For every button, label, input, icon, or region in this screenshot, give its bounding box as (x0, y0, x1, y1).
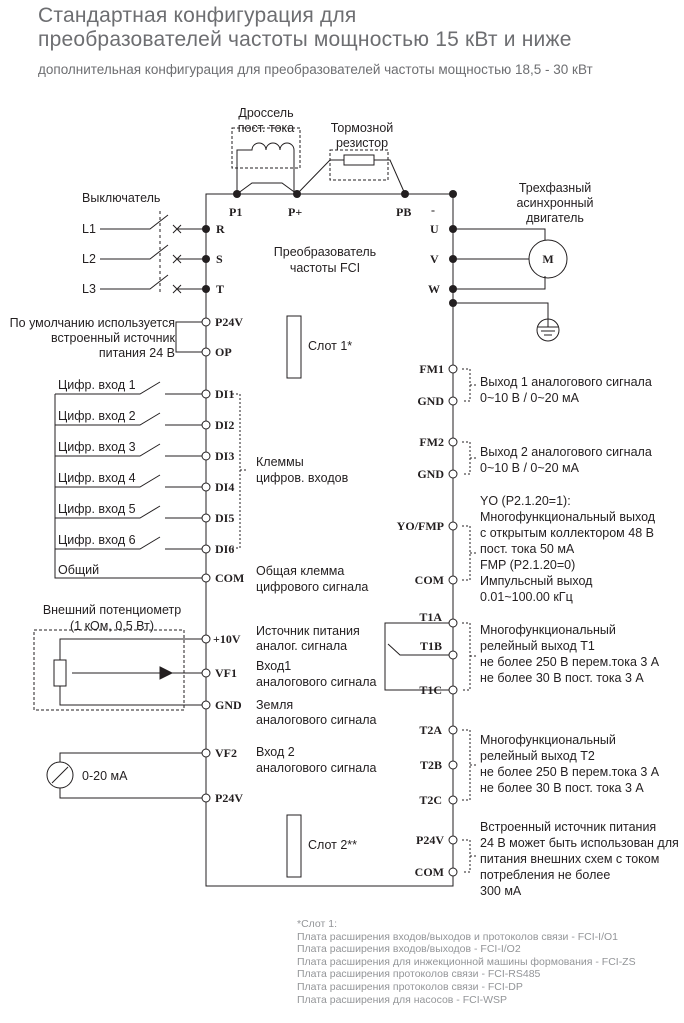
slot2-box (287, 815, 301, 877)
di-group-label-2: цифров. входов (256, 471, 349, 485)
yo-desc-4: пост. тока 50 мА (480, 542, 575, 556)
r2-desc-3: не более 250 В перем.тока 3 А (480, 765, 660, 779)
motor-wires (453, 229, 548, 322)
meter-label: 0-20 мА (82, 769, 128, 783)
terminal-di1: DI1 (215, 387, 235, 401)
terminal-yofmp: YO/FMP (396, 519, 444, 533)
slot2-label: Слот 2** (308, 838, 358, 852)
yo-desc-1: YO (P2.1.20=1): (480, 494, 571, 508)
terminal-com: COM (215, 571, 245, 585)
p24-desc-1: Встроенный источник питания (480, 820, 657, 834)
line-l3-label: L3 (82, 282, 96, 296)
footnote-item: Плата расширения протоколов связи - FCI-RS485 (297, 968, 541, 981)
terminal-r: R (216, 222, 225, 236)
gnd-desc-1: Земля (256, 698, 294, 712)
di5-label: Цифр. вход 5 (58, 502, 136, 516)
vf2-desc-1: Вход 2 (256, 745, 295, 759)
com-desc-2: цифрового сигнала (256, 580, 369, 594)
default-note-2: встроенный источник (51, 331, 175, 345)
yo-desc-5: FMP (P2.1.20=0) (480, 558, 576, 572)
di3-label: Цифр. вход 3 (58, 440, 136, 454)
p1-pplus-jumper (237, 183, 297, 194)
terminal-vf2: VF2 (215, 746, 237, 760)
terminal-p1: P1 (229, 205, 243, 219)
gnd-desc-2: аналогового сигнала (256, 713, 377, 727)
terminal-t2c: T2C (419, 793, 442, 807)
supply-desc-2: аналог. сигнала (256, 639, 348, 653)
footnote-item: Плата расширения для насосов - FCI-WSP (297, 993, 508, 1006)
terminal-di4: DI4 (215, 480, 235, 494)
diagram-title-line2: преобразователей частоты мощностью 15 кВт и ниже (38, 28, 572, 51)
terminal-plus10v: +10V (213, 632, 241, 646)
terminal-gnd: GND (215, 698, 242, 712)
yo-desc-7: 0.01~100.00 кГц (480, 590, 573, 604)
terminal-p24v: P24V (215, 315, 243, 329)
yo-brace (462, 526, 476, 580)
terminal-gnd1: GND (417, 394, 444, 408)
terminal-t2b: T2B (419, 758, 442, 772)
inverter-title-1: Преобразователь (273, 245, 377, 259)
diagram-subtitle: дополнительная конфигурация для преобразователей частоты мощностью 18,5 - 30 кВт (38, 62, 593, 77)
slot1-box (287, 316, 301, 378)
choke-label-2: пост. тока (237, 121, 295, 135)
ao2-desc-2: 0~10 В / 0~20 мА (480, 461, 579, 475)
inverter-box (206, 194, 453, 886)
brake-label-2: резистор (335, 136, 389, 150)
line-l2-label: L2 (82, 252, 96, 266)
terminal-com-r2: COM (414, 865, 444, 879)
r1-desc-2: релейный выход T1 (480, 639, 595, 653)
terminal-t1a: T1A (419, 610, 442, 624)
terminal-vf1: VF1 (215, 666, 237, 680)
terminal-t1b: T1B (419, 639, 442, 653)
ground-icon (538, 322, 558, 335)
line-l3 (100, 275, 206, 289)
di1-label: Цифр. вход 1 (58, 378, 136, 392)
r2-brace (462, 730, 476, 800)
terminal-pb: PB (396, 205, 412, 219)
ao-brace-2 (462, 442, 476, 474)
vf1-desc-1: Вход1 (256, 659, 292, 673)
motor-symbol: M (542, 252, 554, 266)
footnote-item: Плата расширения входов/выходов и протоколов связи - FCI-I/O1 (297, 930, 619, 943)
supply-desc-1: Источник питания (256, 624, 360, 638)
terminal-op: OP (215, 345, 232, 359)
terminal-com-r1: COM (414, 573, 444, 587)
terminal-di6: DI6 (215, 542, 235, 556)
terminal-pplus: P+ (288, 205, 303, 219)
terminal-v: V (430, 252, 439, 266)
p24-desc-2: 24 В может быть использован для (480, 836, 679, 850)
r2-desc-1: Многофункциональный (480, 733, 616, 747)
line-l1 (100, 215, 206, 229)
terminal-t1c: T1C (419, 683, 442, 697)
p24-desc-3: питания внешних схем с током (480, 852, 660, 866)
default-note-1: По умолчанию используется (9, 316, 175, 330)
brake-label-1: Тормозной (330, 121, 394, 135)
terminal-fm2: FM2 (419, 435, 444, 449)
motor-label-3: двигатель (526, 211, 584, 225)
r1-brace (462, 623, 476, 690)
p24-brace (462, 840, 476, 872)
terminal-di5: DI5 (215, 511, 235, 525)
line-l1-label: L1 (82, 222, 96, 236)
ao-brace-1 (462, 369, 476, 401)
footnote-title: *Слот 1: (297, 918, 338, 930)
terminal-w: W (428, 282, 440, 296)
p24-desc-5: 300 мА (480, 884, 522, 898)
pot-label-1: Внешний потенциометр (42, 603, 182, 617)
p24v-op-jumper (176, 322, 206, 352)
di2-label: Цифр. вход 2 (58, 409, 136, 423)
di4-label: Цифр. вход 4 (58, 471, 136, 485)
footnote-item: Плата расширения протоколов связи - FCI-DP (297, 980, 523, 993)
diagram-title-line1: Стандартная конфигурация для (38, 4, 357, 27)
ao2-desc-1: Выход 2 аналогового сигнала (480, 445, 652, 459)
terminal-p24v-b: P24V (215, 791, 243, 805)
slot1-label: Слот 1* (308, 339, 353, 353)
r2-desc-2: релейный выход T2 (480, 749, 595, 763)
relay-t1-contact (385, 623, 453, 690)
inverter-title-2: частоты FCI (289, 261, 361, 275)
terminal-t2a: T2A (419, 723, 442, 737)
com-desc-1: Общая клемма (256, 564, 345, 578)
motor-label-2: асинхронный (516, 196, 594, 210)
pot-label-2: (1 кОм, 0,5 Вт) (70, 619, 154, 633)
di-brace (232, 394, 248, 548)
ao1-desc-1: Выход 1 аналогового сигнала (480, 375, 652, 389)
r1-desc-4: не более 30 В пост. тока 3 А (480, 671, 644, 685)
default-note-3: питания 24 В (98, 346, 175, 360)
choke-label-1: Дроссель (238, 106, 294, 120)
ao1-desc-2: 0~10 В / 0~20 мА (480, 391, 579, 405)
line-l2 (100, 245, 206, 259)
di-group-label-1: Клеммы (256, 455, 304, 469)
footnote-item: Плата расширения для инжекционной машины формования - FCI-ZS (297, 955, 636, 968)
yo-desc-3: с открытым коллектором 48 В (480, 526, 654, 540)
r1-desc-3: не более 250 В перем.тока 3 А (480, 655, 660, 669)
motor-label-1: Трехфазный (518, 181, 592, 195)
terminal-di2: DI2 (215, 418, 235, 432)
terminal-t: T (216, 282, 225, 296)
yo-desc-2: Многофункциональный выход (480, 510, 656, 524)
terminal-u: U (430, 222, 439, 236)
di6-label: Цифр. вход 6 (58, 533, 136, 547)
terminal-fm1: FM1 (419, 362, 444, 376)
switch-label: Выключатель (82, 191, 161, 205)
terminal-minus: - (431, 203, 435, 217)
terminal-di3: DI3 (215, 449, 235, 463)
terminal-p24v-r: P24V (416, 833, 444, 847)
common-label: Общий (58, 563, 100, 577)
yo-desc-6: Импульсный выход (480, 574, 593, 588)
terminal-gnd2: GND (417, 467, 444, 481)
terminal-s: S (216, 252, 223, 266)
p24-desc-4: потребления не более (480, 868, 611, 882)
r1-desc-1: Многофункциональный (480, 623, 616, 637)
slot-footnotes (297, 918, 636, 1006)
brake-resistor-icon (344, 155, 374, 165)
vf2-desc-2: аналогового сигнала (256, 761, 377, 775)
footnote-item: Плата расширения входов/выходов - FCI-I/O2 (297, 943, 521, 956)
vf1-desc-2: аналогового сигнала (256, 675, 377, 689)
potentiometer-icon (54, 660, 66, 686)
r2-desc-4: не более 30 В пост. тока 3 А (480, 781, 644, 795)
